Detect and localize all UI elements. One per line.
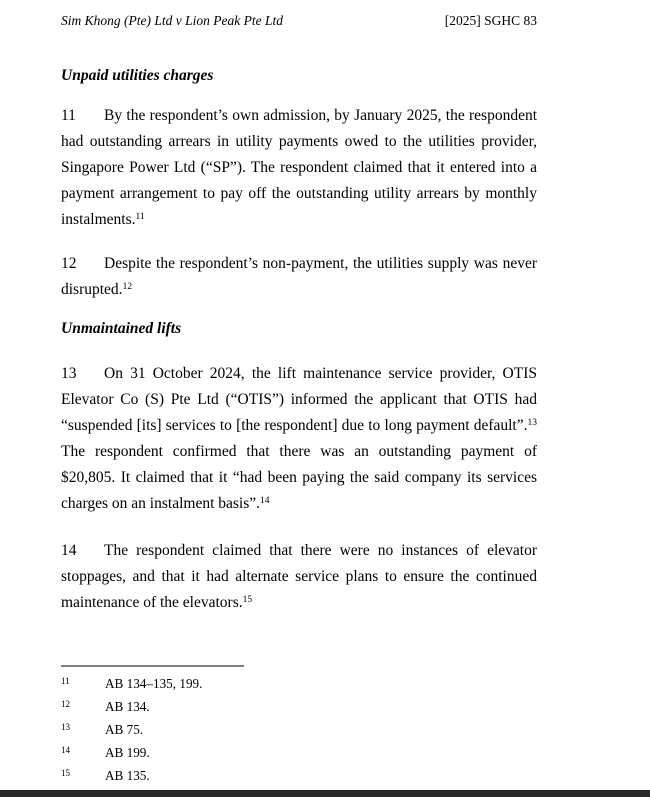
footnote-text: AB 75.	[105, 722, 144, 737]
footnote-separator-rule	[61, 665, 244, 667]
footnote-ref-12: 12	[122, 282, 133, 292]
footnote-marker: 14	[61, 745, 70, 755]
paragraph-14	[61, 538, 537, 616]
page-boundary-bar	[0, 790, 650, 797]
footnote-item	[61, 742, 537, 765]
footnote-text: AB 134–135, 199.	[105, 676, 203, 691]
section-heading-unpaid-utilities: Unpaid utilities charges	[61, 67, 214, 84]
footnote-marker: 11	[61, 676, 70, 686]
footnote-item	[61, 696, 537, 719]
paragraph-number: 13	[61, 365, 77, 382]
paragraph-text: Despite the respondent’s non-payment, the utilities supply was never disrupted.	[61, 255, 537, 298]
paragraph-number: 12	[61, 255, 77, 272]
section-heading-unmaintained-lifts: Unmaintained lifts	[61, 320, 182, 337]
paragraph-13	[61, 361, 537, 517]
paragraph-text: By the respondent’s own admission, by January 2025, the respondent had outstanding arrears in utility payments owed to the utilities provider, Singapore Power Ltd (“SP”). The respondent claimed that it entered into a payment arrangement to pay off the outstanding utility arrears by monthly instalments.	[61, 107, 537, 228]
footnote-ref-14: 14	[260, 496, 270, 506]
footnote-ref-15: 15	[242, 595, 253, 605]
citation: [2025] SGHC 83	[444, 13, 537, 28]
running-header	[61, 12, 537, 29]
paragraph-number: 14	[61, 542, 77, 559]
case-title: Sim Khong (Pte) Ltd v Lion Peak Pte Ltd	[61, 13, 283, 28]
paragraph-text: On 31 October 2024, the lift maintenance service provider, OTIS Elevator Co (S) Pte Ltd (“OTIS”) informed the applicant that OTIS had “suspended [its] services to [the respondent] due to long payment default”.	[61, 365, 537, 434]
footnote-text: AB 134.	[105, 699, 150, 714]
footnote-item	[61, 719, 537, 742]
paragraph-11	[61, 103, 537, 233]
footnote-text: AB 135.	[105, 768, 150, 783]
footnote-text: AB 199.	[105, 745, 150, 760]
paragraph-text: The respondent claimed that there were no instances of elevator stoppages, and that it had alternate service plans to ensure the continued maintenance of the elevators.	[61, 542, 537, 611]
footnote-marker: 12	[61, 699, 70, 709]
footnote-ref-13: 13	[527, 418, 537, 428]
footnote-marker: 13	[61, 722, 70, 732]
paragraph-number: 11	[61, 107, 76, 124]
footnote-item	[61, 673, 537, 696]
footnote-marker: 15	[61, 768, 70, 778]
footnote-item	[61, 765, 537, 788]
paragraph-text: The respondent confirmed that there was an outstanding payment of $20,805. It claimed that it “had been paying the said company its services charges on an instalment basis”.	[61, 443, 537, 512]
footnotes-section	[61, 665, 537, 788]
footnote-ref-11: 11	[135, 212, 145, 222]
paragraph-12	[61, 251, 537, 303]
